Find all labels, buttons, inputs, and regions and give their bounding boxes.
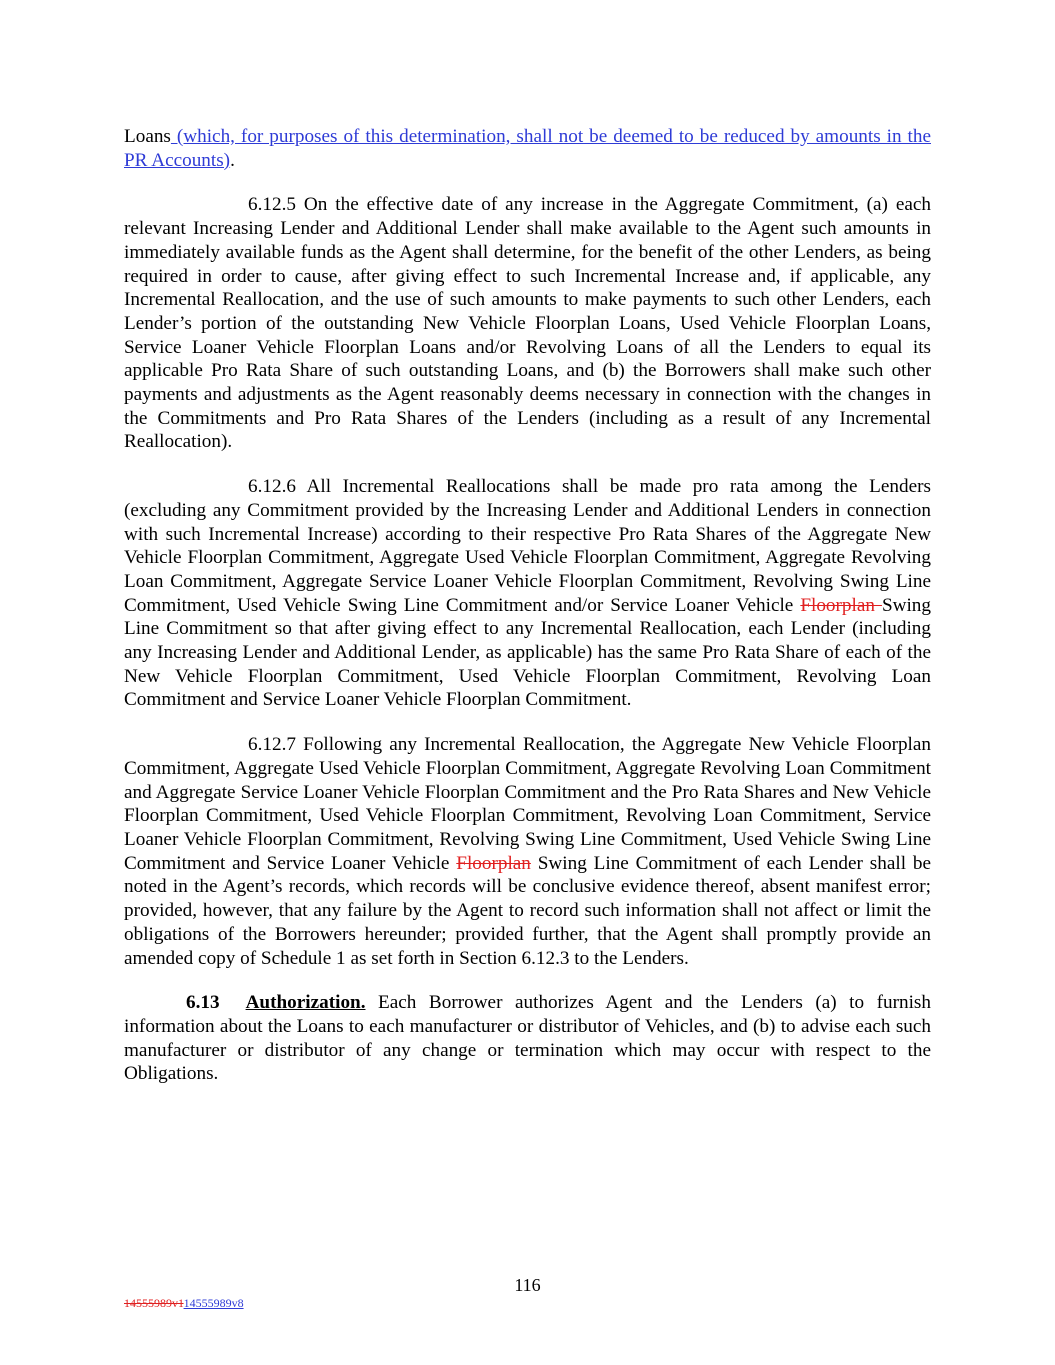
deleted-text: Floorplan xyxy=(800,594,882,616)
section-number: 6.13 xyxy=(186,992,220,1014)
text-run: . xyxy=(230,149,235,171)
docid-inserted: 14555989v8 xyxy=(183,1296,244,1310)
paragraph-6-12-7 xyxy=(124,733,931,970)
paragraph-continuation xyxy=(124,125,931,172)
page-number: 116 xyxy=(514,1275,541,1295)
document-id xyxy=(124,1296,244,1311)
text-run: Swing Line Commitment so that after giving effect to any Incremental Reallocation, each Lender (including any Increasing Lender and Additional Lender, as applicable) has the same Pro Rata Share of each of the New Vehicle Floorplan Commitment, Used Vehicle Floorplan Commitment, Revolving Loan Commitment and Service Loaner Vehicle Floorplan Commitment. xyxy=(124,594,931,711)
paragraph-6-12-6 xyxy=(124,475,931,712)
text-run: 6.12.6 All Incremental Reallocations shall be made pro rata among the Lenders (excluding any Commitment provided by the Increasing Lender and Additional Lenders in connection with such Incremental Increase) according to their respective Pro Rata Shares of the Aggregate New Vehicle Floorplan Commitment, Aggregate Used Vehicle Floorplan Commitment, Aggregate Revolving Loan Commitment, Aggregate Service Loaner Vehicle Floorplan Commitment, Revolving Swing Line Commitment, Used Vehicle Swing Line Commitment and/or Service Loaner Vehicle xyxy=(124,476,931,616)
section-text: Each Borrower authorizes Agent and the Lenders (a) to furnish information about the Loans to each manufacturer or distributor of Vehicles, and (b) to advise each such manufacturer or distributor of any change or termination which may occur with respect to the Obligations. xyxy=(124,992,931,1085)
inserted-text: (which, for purposes of this determination, shall not be deemed to be reduced by amounts in the PR Accounts) xyxy=(124,126,931,171)
text-run: Swing Line Commitment of each Lender shall be noted in the Agent’s records, which records will be conclusive evidence thereof, absent manifest error; provided, however, that any failure by the Agent to record such information shall not affect or limit the obligations of the Borrowers hereunder; provided further, that the Agent shall promptly provide an amended copy of Schedule 1 as set forth in Section 6.12.3 to the Lenders. xyxy=(124,852,931,969)
paragraph-6-12-5: 6.12.5 On the effective date of any increase in the Aggregate Commitment, (a) each relevant Increasing Lender and Additional Lender shall make available to the Agent such amounts in immediately available funds as the Agent shall determine, for the benefit of the other Lenders, as being required in order to cause, after giving effect to such Incremental Increase and, if applicable, any Incremental Reallocation, and the use of such amounts to make payments to such other Lenders, each Lender’s portion of the outstanding New Vehicle Floorplan Loans, Used Vehicle Floorplan Loans, Service Loaner Vehicle Floorplan Loans and/or Revolving Loans of all the Lenders to equal its applicable Pro Rata Share of such outstanding Loans, and (b) the Borrowers shall make such other payments and adjustments as the Agent reasonably deems necessary in connection with the changes in the Commitments and Pro Rata Shares of the Lenders (including as a result of any Incremental Reallocation). xyxy=(124,194,931,453)
deleted-text: Floorplan xyxy=(456,852,531,874)
text-run: Loans xyxy=(124,126,171,147)
document-body xyxy=(124,125,931,1086)
section-title: Authorization. xyxy=(245,992,366,1014)
text-run: 6.12.7 Following any Incremental Reallocation, the Aggregate New Vehicle Floorplan Commitment, Aggregate Used Vehicle Floorplan Commitment, Aggregate Revolving Loan Commitment and Aggregate Service Loaner Vehicle Floorplan Commitment and the Pro Rata Shares and New Vehicle Floorplan Commitment, Used Vehicle Floorplan Commitment, Revolving Loan Commitment, Service Loaner Vehicle Floorplan Commitment, Revolving Swing Line Commitment, Used Vehicle Swing Line Commitment and Service Loaner Vehicle xyxy=(124,734,931,874)
docid-deleted: 14555989v1 xyxy=(124,1296,184,1310)
section-6-13 xyxy=(124,991,931,1086)
